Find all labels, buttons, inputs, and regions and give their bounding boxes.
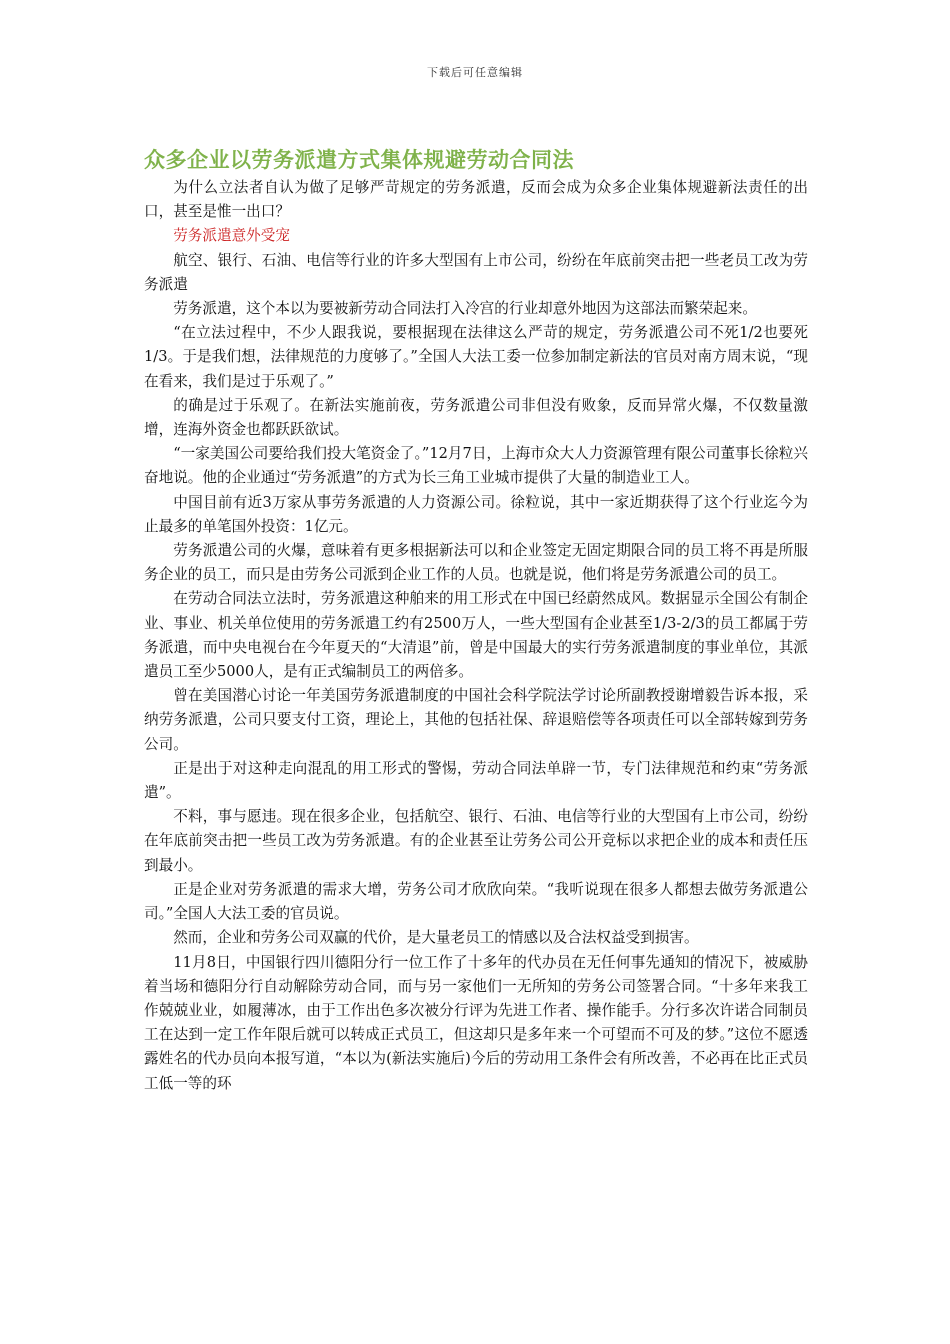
- paragraph: 正是出于对这种走向混乱的用工形式的警惕，劳动合同法单辟一节，专门法律规范和约束“劳务派遣”。: [144, 759, 808, 802]
- article-title: 众多企业以劳务派遣方式集体规避劳动合同法: [144, 147, 574, 172]
- paragraph: 11月8日，中国银行四川德阳分行一位工作了十多年的代办员在无任何事先通知的情况下，被威胁着当场和德阳分行自动解除劳动合同，而与另一家他们一无所知的劳务公司签署合同。“十多年来我工作兢兢业业，如履薄冰，由于工作出色多次被分行评为先进工作者、操作能手。分行多次许诺合同制员工在达到一定工作年限后就可以转成正式员工，但这却只是多年来一个可望而不可及的梦。”这位不愿透露姓名的代办员向本报写道，“本以为(新法实施后)今后的劳动用工条件会有所改善，不必再在比正式员工低一等的环: [144, 953, 808, 1092]
- paragraph: 在劳动合同法立法时，劳务派遣这种舶来的用工形式在中国已经蔚然成风。数据显示全国公有制企业、事业、机关单位使用的劳务派遣工约有2500万人，一些大型国有企业甚至1/3-2/3的员工都属于劳务派遣，而中央电视台在今年夏天的“大清退”前，曾是中国最大的实行劳务派遣制度的事业单位，其派遣员工至少5000人，是有正式编制员工的两倍多。: [144, 590, 808, 681]
- page-header-note: 下载后可任意编辑: [427, 66, 523, 79]
- article-body: [144, 146, 808, 1096]
- paragraph: 航空、银行、石油、电信等行业的许多大型国有上市公司，纷纷在年底前突击把一些老员工改为劳务派遣: [144, 251, 808, 293]
- paragraph: 曾在美国潜心讨论一年美国劳务派遣制度的中国社会科学院法学讨论所副教授谢增毅告诉本报，采纳劳务派遣，公司只要支付工资，理论上，其他的包括社保、辞退赔偿等各项责任可以全部转嫁到劳务公司。: [144, 687, 808, 753]
- paragraph: 劳务派遣，这个本以为要被新劳动合同法打入冷宫的行业却意外地因为这部法而繁荣起来。: [173, 300, 757, 318]
- paragraph: 劳务派遣公司的火爆，意味着有更多根据新法可以和企业签定无固定期限合同的员工将不再是所服务企业的员工，而只是由劳务公司派到企业工作的人员。也就是说，他们将是劳务派遣公司的员工。: [144, 542, 808, 584]
- paragraph: “在立法过程中，不少人跟我说，要根据现在法律这么严苛的规定，劳务派遣公司不死1/2也要死1/3。于是我们想，法律规范的力度够了。”全国人大法工委一位参加制定新法的官员对南方周末说，“现在看来，我们是过于乐观了。”: [144, 324, 808, 390]
- paragraph: 正是企业对劳务派遣的需求大增，劳务公司才欣欣向荣。“我听说现在很多人都想去做劳务派遣公司。”全国人大法工委的官员说。: [144, 880, 808, 923]
- paragraph: 不料，事与愿违。现在很多企业，包括航空、银行、石油、电信等行业的大型国有上市公司，纷纷在年底前突击把一些员工改为劳务派遣。有的企业甚至让劳务公司公开竞标以求把企业的成本和责任压到最小。: [144, 808, 808, 874]
- paragraph: “一家美国公司要给我们投大笔资金了。”12月7日，上海市众大人力资源管理有限公司董事长徐粒兴奋地说。他的企业通过“劳务派遣”的方式为长三角工业城市提供了大量的制造业工人。: [144, 445, 808, 487]
- article-intro: 为什么立法者自认为做了足够严苛规定的劳务派遣，反而会成为众多企业集体规避新法责任的出口，甚至是惟一出口？: [144, 179, 808, 221]
- paragraph: 中国目前有近3万家从事劳务派遣的人力资源公司。徐粒说，其中一家近期获得了这个行业迄今为止最多的单笔国外投资：1亿元。: [144, 493, 808, 535]
- article-subheading: 劳务派遣意外受宠: [173, 227, 290, 245]
- paragraph: 然而，企业和劳务公司双赢的代价，是大量老员工的情感以及合法权益受到损害。: [173, 929, 699, 947]
- paragraph: 的确是过于乐观了。在新法实施前夜，劳务派遣公司非但没有败象，反而异常火爆，不仅数量激增，连海外资金也都跃跃欲试。: [144, 396, 808, 439]
